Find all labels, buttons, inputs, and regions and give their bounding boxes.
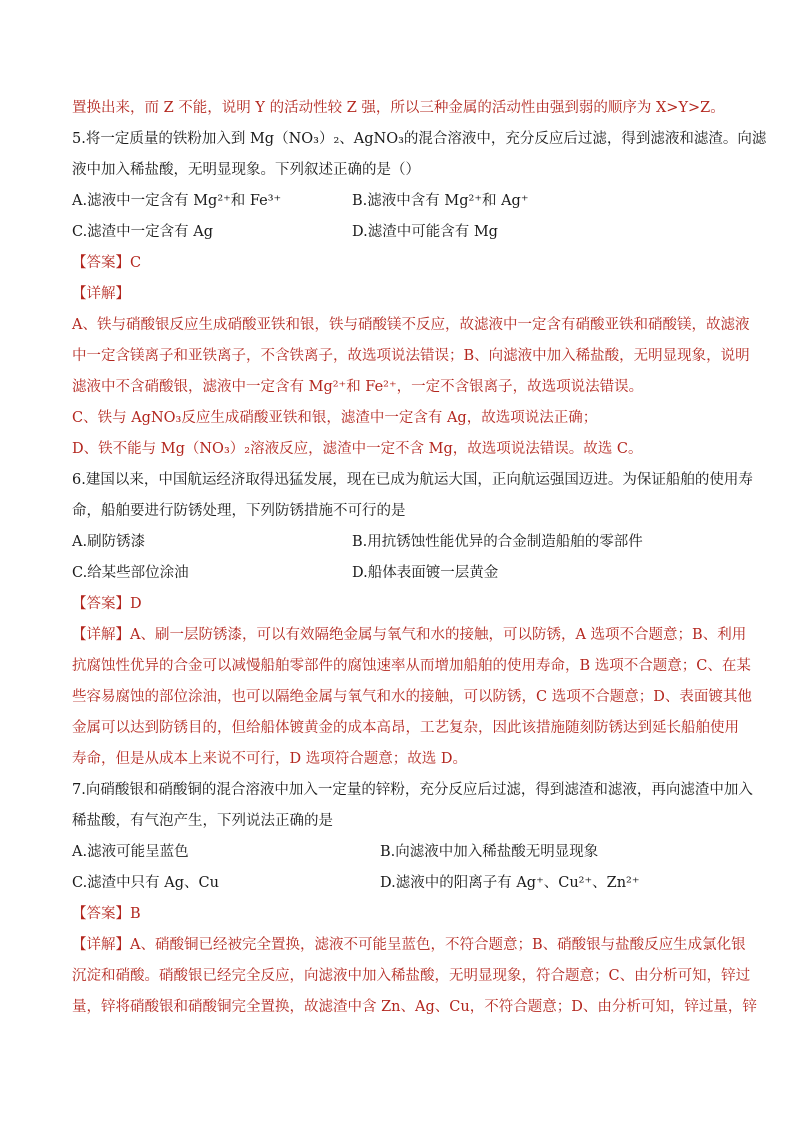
q6-option-b: B.用抗锈蚀性能优异的合金制造船舶的零部件 <box>352 534 643 550</box>
q7-option-c: C.滤渣中只有 Ag、Cu <box>72 875 219 891</box>
q7-option-a: A.滤液可能呈蓝色 <box>72 844 189 860</box>
q5-detail-tag: 【详解】 <box>72 286 130 302</box>
q7-option-b: B.向滤液中加入稀盐酸无明显现象 <box>380 844 599 860</box>
q5-detail-line-3: 滤液中不含硝酸银，滤液中一定含有 Mg²⁺和 Fe²⁺，一定不含银离子，故选项说法错误。 <box>72 379 644 395</box>
q7-answer: 【答案】B <box>72 906 141 922</box>
q7-detail-line-3: 量，锌将硝酸银和硝酸铜完全置换，故滤渣中含 Zn、Ag、Cu，不符合题意；D、由分析可知，锌过量，锌 <box>72 999 757 1015</box>
q6-option-c: C.给某些部位涂油 <box>72 565 189 581</box>
q7-stem-line-1: 7.向硝酸银和硝酸铜的混合溶液中加入一定量的锌粉，充分反应后过滤，得到滤渣和滤液，再向滤渣中加入 <box>72 782 753 798</box>
q6-option-d: D.船体表面镀一层黄金 <box>352 565 499 581</box>
q5-detail-line-1: A、铁与硝酸银反应生成硝酸亚铁和银，铁与硝酸镁不反应，故滤液中一定含有硝酸亚铁和硝酸镁，故滤液 <box>72 317 750 333</box>
q5-options <box>72 190 724 243</box>
q5-detail-line-2: 中一定含镁离子和亚铁离子，不含铁离子，故选项说法错误；B、向滤液中加入稀盐酸，无明显现象，说明 <box>72 348 750 364</box>
q6-detail-line-3: 些容易腐蚀的部位涂油，也可以隔绝金属与氧气和水的接触，可以防锈，C 选项不合题意；D、表面镀其他 <box>72 689 752 705</box>
q7-detail-line-1: 【详解】A、硝酸铜已经被完全置换，滤液不可能呈蓝色，不符合题意；B、硝酸银与盐酸反应生成氯化银 <box>72 937 746 953</box>
intro-text: 置换出来，而 Z 不能，说明 Y 的活动性较 Z 强，所以三种金属的活动性由强到弱的顺序为 X>Y>Z。 <box>72 100 725 116</box>
q6-stem-line-2: 命，船舶要进行防锈处理，下列防锈措施不可行的是 <box>72 503 406 519</box>
q6-detail-line-4: 金属可以达到防锈目的，但给船体镀黄金的成本高昂，工艺复杂，因此该措施随刻防锈达到延长船舶使用 <box>72 720 739 736</box>
q5-detail-line-5: D、铁不能与 Mg（NO₃）₂溶液反应，滤渣中一定不含 Mg，故选项说法错误。故选 C。 <box>72 441 643 457</box>
q5-option-a: A.滤液中一定含有 Mg²⁺和 Fe³⁺ <box>72 193 282 209</box>
q5-option-d: D.滤渣中可能含有 Mg <box>352 224 498 240</box>
q5-option-c: C.滤渣中一定含有 Ag <box>72 224 214 240</box>
q5-option-b: B.滤液中含有 Mg²⁺和 Ag⁺ <box>352 193 529 209</box>
q6-detail-line-2: 抗腐蚀性优异的合金可以减慢船舶零部件的腐蚀速率从而增加船舶的使用寿命，B 选项不合题意；C、在某 <box>72 658 751 674</box>
q7-detail-line-2: 沉淀和硝酸。硝酸银已经完全反应，向滤液中加入稀盐酸，无明显现象，符合题意；C、由分析可知，锌过 <box>72 968 751 984</box>
q6-detail-line-5: 寿命，但是从成本上来说不可行，D 选项符合题意；故选 D。 <box>72 751 467 767</box>
q5-answer: 【答案】C <box>72 255 142 271</box>
q6-options <box>72 531 724 584</box>
q6-answer: 【答案】D <box>72 596 142 612</box>
q6-detail-line-1: 【详解】A、刷一层防锈漆，可以有效隔绝金属与氧气和水的接触，可以防锈，A 选项不合题意；B、利用 <box>72 627 747 643</box>
q5-detail-line-4: C、铁与 AgNO₃反应生成硝酸亚铁和银，滤渣中一定含有 Ag，故选项说法正确； <box>72 410 598 426</box>
q7-options <box>72 841 724 894</box>
q6-option-a: A.刷防锈漆 <box>72 534 146 550</box>
q5-stem-line-2: 液中加入稀盐酸，无明显现象。下列叙述正确的是（） <box>72 162 420 178</box>
q5-stem-line-1: 5.将一定质量的铁粉加入到 Mg（NO₃）₂、AgNO₃的混合溶液中，充分反应后过滤，得到滤液和滤渣。向滤 <box>72 131 767 147</box>
q6-stem-line-1: 6.建国以来，中国航运经济取得迅猛发展，现在已成为航运大国，正向航运强国迈进。为保证船舶的使用寿 <box>72 472 753 488</box>
q7-option-d: D.滤液中的阳离子有 Ag⁺、Cu²⁺、Zn²⁺ <box>380 875 640 891</box>
q7-stem-line-2: 稀盐酸，有气泡产生，下列说法正确的是 <box>72 813 333 829</box>
